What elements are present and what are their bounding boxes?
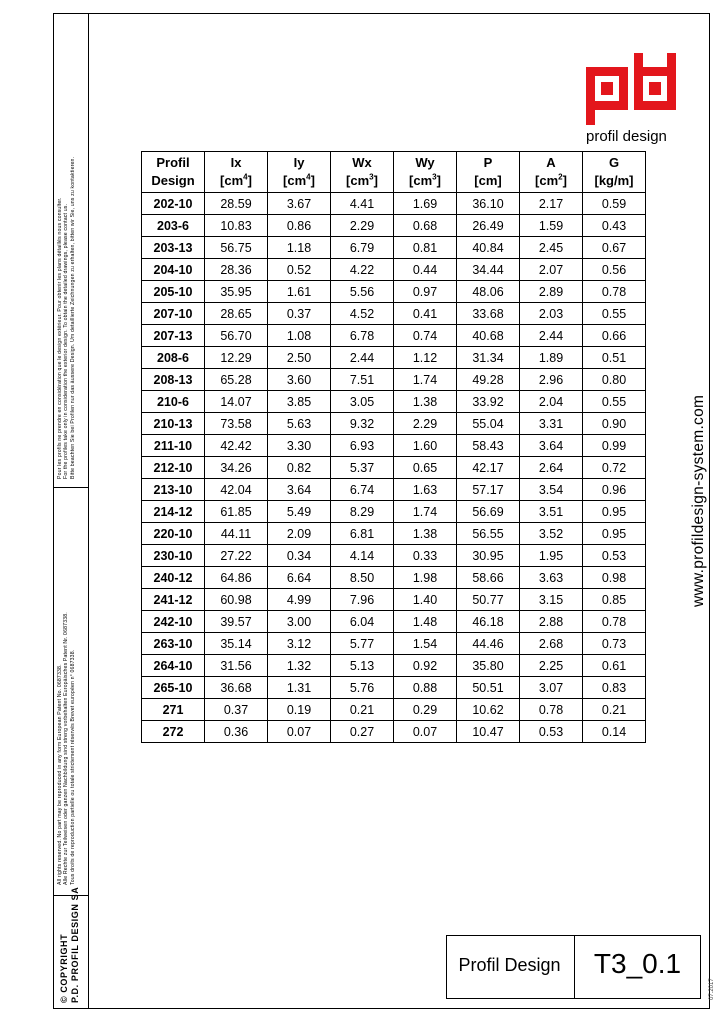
revision-date: 07.2017 [709, 978, 715, 1000]
value-cell: 1.54 [394, 633, 457, 655]
value-cell: 36.10 [457, 193, 520, 215]
value-cell: 58.66 [457, 567, 520, 589]
value-cell: 7.51 [331, 369, 394, 391]
value-cell: 0.37 [205, 699, 268, 721]
value-cell: 0.95 [583, 501, 646, 523]
value-cell: 56.69 [457, 501, 520, 523]
column-header [331, 152, 394, 193]
column-header-unit: [kg/m] [594, 173, 634, 188]
table-row [142, 303, 646, 325]
value-cell: 31.56 [205, 655, 268, 677]
value-cell: 31.34 [457, 347, 520, 369]
value-cell: 4.52 [331, 303, 394, 325]
value-cell: 0.51 [583, 347, 646, 369]
value-cell: 6.79 [331, 237, 394, 259]
value-cell: 14.07 [205, 391, 268, 413]
value-cell: 5.13 [331, 655, 394, 677]
sidebar-divider [53, 487, 89, 488]
value-cell: 35.14 [205, 633, 268, 655]
value-cell: 30.95 [457, 545, 520, 567]
value-cell: 0.21 [583, 699, 646, 721]
patent-notice: All rights reserved. No part may be reproduced in any form European Patent No. 0687338. Alle Rechte zur Teilweisen oder ganzen Nachbildung sind streng vorbehalten Europäisches Patent Nr. 0687338. Tous droits de reproduction partielle ou totale strictement réservés Brevet européen n° 0687338. [57, 612, 76, 885]
logo-wordmark: profil design [586, 128, 667, 145]
value-cell: 2.68 [520, 633, 583, 655]
value-cell: 50.51 [457, 677, 520, 699]
value-cell: 56.55 [457, 523, 520, 545]
value-cell: 2.88 [520, 611, 583, 633]
profile-id-cell: 208-13 [142, 369, 205, 391]
value-cell: 2.44 [331, 347, 394, 369]
column-header-name: Wy [415, 155, 435, 170]
value-cell: 6.93 [331, 435, 394, 457]
value-cell: 42.17 [457, 457, 520, 479]
profile-id-cell: 202-10 [142, 193, 205, 215]
value-cell: 0.41 [394, 303, 457, 325]
value-cell: 0.14 [583, 721, 646, 743]
value-cell: 4.14 [331, 545, 394, 567]
value-cell: 4.22 [331, 259, 394, 281]
profile-id-cell: 263-10 [142, 633, 205, 655]
profile-id-cell: 203-6 [142, 215, 205, 237]
column-header [583, 152, 646, 193]
table-row [142, 721, 646, 743]
value-cell: 2.07 [520, 259, 583, 281]
table-row [142, 281, 646, 303]
value-cell: 3.64 [268, 479, 331, 501]
value-cell: 0.92 [394, 655, 457, 677]
table-row [142, 215, 646, 237]
disclaimer-notice: Pour les profils ne prendre en considération que le design extérieur. Pour obtenir les plans détaillés nous consulter. For the profiles take only in consideration the exterior design. To obtain the detailed drawings, please contact us. Bitte beachten Sie bei Profilen nur das äussere Design. Um detaillierte Zeichnungen zu erhalten, bitten wir Sie, uns zu kontaktieren. [57, 156, 76, 479]
value-cell: 0.78 [520, 699, 583, 721]
value-cell: 3.00 [268, 611, 331, 633]
table-row [142, 413, 646, 435]
value-cell: 12.29 [205, 347, 268, 369]
value-cell: 58.43 [457, 435, 520, 457]
table-row [142, 611, 646, 633]
column-header [142, 152, 205, 193]
value-cell: 6.78 [331, 325, 394, 347]
value-cell: 56.75 [205, 237, 268, 259]
value-cell: 2.03 [520, 303, 583, 325]
value-cell: 1.40 [394, 589, 457, 611]
value-cell: 1.31 [268, 677, 331, 699]
profile-id-cell: 212-10 [142, 457, 205, 479]
value-cell: 0.80 [583, 369, 646, 391]
value-cell: 50.77 [457, 589, 520, 611]
value-cell: 9.32 [331, 413, 394, 435]
column-header [268, 152, 331, 193]
value-cell: 2.96 [520, 369, 583, 391]
profile-id-cell: 210-6 [142, 391, 205, 413]
value-cell: 0.37 [268, 303, 331, 325]
value-cell: 6.81 [331, 523, 394, 545]
value-cell: 2.89 [520, 281, 583, 303]
profile-id-cell: 208-6 [142, 347, 205, 369]
value-cell: 0.83 [583, 677, 646, 699]
value-cell: 0.34 [268, 545, 331, 567]
table-row [142, 655, 646, 677]
value-cell: 44.46 [457, 633, 520, 655]
table-row [142, 369, 646, 391]
column-header [394, 152, 457, 193]
profile-id-cell: 213-10 [142, 479, 205, 501]
profile-id-cell: 210-13 [142, 413, 205, 435]
value-cell: 0.21 [331, 699, 394, 721]
profile-id-cell: 271 [142, 699, 205, 721]
column-header-unit: Design [151, 173, 195, 188]
column-header-unit: $[cm^4]$ [283, 172, 315, 188]
value-cell: 3.30 [268, 435, 331, 457]
value-cell: 1.59 [520, 215, 583, 237]
value-cell: 26.49 [457, 215, 520, 237]
value-cell: 8.50 [331, 567, 394, 589]
value-cell: 10.83 [205, 215, 268, 237]
value-cell: 6.64 [268, 567, 331, 589]
value-cell: 0.07 [268, 721, 331, 743]
value-cell: 3.07 [520, 677, 583, 699]
value-cell: 35.80 [457, 655, 520, 677]
value-cell: 1.48 [394, 611, 457, 633]
column-header [205, 152, 268, 193]
value-cell: 1.08 [268, 325, 331, 347]
value-cell: 2.29 [394, 413, 457, 435]
value-cell: 0.82 [268, 457, 331, 479]
value-cell: 3.31 [520, 413, 583, 435]
value-cell: 0.81 [394, 237, 457, 259]
table-row [142, 457, 646, 479]
value-cell: 5.77 [331, 633, 394, 655]
value-cell: 1.60 [394, 435, 457, 457]
table-row [142, 391, 646, 413]
table-row [142, 501, 646, 523]
value-cell: 0.66 [583, 325, 646, 347]
profile-id-cell: 203-13 [142, 237, 205, 259]
profile-id-cell: 272 [142, 721, 205, 743]
value-cell: 4.99 [268, 589, 331, 611]
column-header-name: Ix [230, 155, 242, 170]
value-cell: 60.98 [205, 589, 268, 611]
value-cell: 44.11 [205, 523, 268, 545]
value-cell: 1.61 [268, 281, 331, 303]
value-cell: 3.63 [520, 567, 583, 589]
profile-id-cell: 207-10 [142, 303, 205, 325]
value-cell: 0.97 [394, 281, 457, 303]
value-cell: 0.90 [583, 413, 646, 435]
value-cell: 0.07 [394, 721, 457, 743]
profile-id-cell: 230-10 [142, 545, 205, 567]
value-cell: 0.27 [331, 721, 394, 743]
profile-id-cell: 241-12 [142, 589, 205, 611]
table-row [142, 545, 646, 567]
value-cell: 1.32 [268, 655, 331, 677]
profile-id-cell: 220-10 [142, 523, 205, 545]
value-cell: 48.06 [457, 281, 520, 303]
profile-properties-table [141, 151, 646, 743]
value-cell: 64.86 [205, 567, 268, 589]
value-cell: 0.65 [394, 457, 457, 479]
column-header-name: P [483, 155, 493, 170]
title-block-name: Profil Design [458, 955, 561, 975]
value-cell: 1.95 [520, 545, 583, 567]
column-header-unit: $[cm^2]$ [535, 172, 567, 188]
value-cell: 4.41 [331, 193, 394, 215]
value-cell: 0.99 [583, 435, 646, 457]
column-header [457, 152, 520, 193]
table-row [142, 523, 646, 545]
value-cell: 3.52 [520, 523, 583, 545]
value-cell: 73.58 [205, 413, 268, 435]
value-cell: 0.61 [583, 655, 646, 677]
value-cell: 0.44 [394, 259, 457, 281]
value-cell: 7.96 [331, 589, 394, 611]
value-cell: 2.44 [520, 325, 583, 347]
table-row [142, 699, 646, 721]
profile-id-cell: 214-12 [142, 501, 205, 523]
value-cell: 8.29 [331, 501, 394, 523]
profile-id-cell: 205-10 [142, 281, 205, 303]
profile-id-cell: 204-10 [142, 259, 205, 281]
value-cell: 40.84 [457, 237, 520, 259]
value-cell: 1.74 [394, 369, 457, 391]
value-cell: 34.44 [457, 259, 520, 281]
value-cell: 0.36 [205, 721, 268, 743]
column-header [520, 152, 583, 193]
column-header-unit: $[cm^3]$ [409, 172, 441, 188]
value-cell: 0.19 [268, 699, 331, 721]
value-cell: 36.68 [205, 677, 268, 699]
value-cell: 1.63 [394, 479, 457, 501]
value-cell: 6.04 [331, 611, 394, 633]
table-row [142, 325, 646, 347]
value-cell: 2.09 [268, 523, 331, 545]
value-cell: 3.05 [331, 391, 394, 413]
value-cell: 1.38 [394, 523, 457, 545]
profile-id-cell: 242-10 [142, 611, 205, 633]
value-cell: 10.62 [457, 699, 520, 721]
table-header-row [142, 152, 646, 193]
profile-id-cell: 240-12 [142, 567, 205, 589]
value-cell: 49.28 [457, 369, 520, 391]
value-cell: 28.59 [205, 193, 268, 215]
value-cell: 33.92 [457, 391, 520, 413]
value-cell: 1.98 [394, 567, 457, 589]
table-row [142, 259, 646, 281]
value-cell: 1.38 [394, 391, 457, 413]
column-header-unit: $[cm^4]$ [220, 172, 252, 188]
value-cell: 0.96 [583, 479, 646, 501]
value-cell: 0.53 [520, 721, 583, 743]
value-cell: 0.68 [394, 215, 457, 237]
value-cell: 3.51 [520, 501, 583, 523]
column-header-unit: [cm] [474, 173, 502, 188]
value-cell: 46.18 [457, 611, 520, 633]
value-cell: 1.69 [394, 193, 457, 215]
table-row [142, 479, 646, 501]
profile-id-cell: 265-10 [142, 677, 205, 699]
column-header-name: G [608, 155, 620, 170]
value-cell: 5.49 [268, 501, 331, 523]
value-cell: 5.76 [331, 677, 394, 699]
value-cell: 1.89 [520, 347, 583, 369]
value-cell: 0.53 [583, 545, 646, 567]
profile-id-cell: 264-10 [142, 655, 205, 677]
value-cell: 57.17 [457, 479, 520, 501]
value-cell: 0.85 [583, 589, 646, 611]
value-cell: 27.22 [205, 545, 268, 567]
table-row [142, 347, 646, 369]
value-cell: 65.28 [205, 369, 268, 391]
value-cell: 0.56 [583, 259, 646, 281]
value-cell: 6.74 [331, 479, 394, 501]
column-header-name: A [546, 155, 556, 170]
value-cell: 0.52 [268, 259, 331, 281]
value-cell: 0.78 [583, 611, 646, 633]
website-url: www.profildesign-system.com [690, 394, 707, 607]
value-cell: 28.65 [205, 303, 268, 325]
column-header-name: Iy [293, 155, 305, 170]
table-row [142, 193, 646, 215]
table-row [142, 237, 646, 259]
value-cell: 0.55 [583, 391, 646, 413]
value-cell: 40.68 [457, 325, 520, 347]
profile-id-cell: 211-10 [142, 435, 205, 457]
value-cell: 0.86 [268, 215, 331, 237]
value-cell: 10.47 [457, 721, 520, 743]
value-cell: 34.26 [205, 457, 268, 479]
sidebar [53, 13, 89, 1009]
table-row [142, 567, 646, 589]
value-cell: 3.15 [520, 589, 583, 611]
value-cell: 3.54 [520, 479, 583, 501]
value-cell: 0.43 [583, 215, 646, 237]
value-cell: 1.12 [394, 347, 457, 369]
value-cell: 3.67 [268, 193, 331, 215]
value-cell: 1.18 [268, 237, 331, 259]
table-row [142, 677, 646, 699]
column-header-name: Wx [352, 155, 372, 170]
value-cell: 42.04 [205, 479, 268, 501]
value-cell: 0.29 [394, 699, 457, 721]
value-cell: 3.12 [268, 633, 331, 655]
value-cell: 2.64 [520, 457, 583, 479]
value-cell: 0.72 [583, 457, 646, 479]
value-cell: 2.45 [520, 237, 583, 259]
table-row [142, 633, 646, 655]
value-cell: 61.85 [205, 501, 268, 523]
value-cell: 0.67 [583, 237, 646, 259]
value-cell: 5.37 [331, 457, 394, 479]
value-cell: 28.36 [205, 259, 268, 281]
column-header-name: Profil [156, 155, 190, 170]
value-cell: 3.64 [520, 435, 583, 457]
copyright-notice: © COPYRIGHT P.D. PROFIL DESIGN SA [59, 886, 80, 1003]
value-cell: 0.78 [583, 281, 646, 303]
value-cell: 3.85 [268, 391, 331, 413]
value-cell: 55.04 [457, 413, 520, 435]
value-cell: 5.56 [331, 281, 394, 303]
value-cell: 0.33 [394, 545, 457, 567]
value-cell: 56.70 [205, 325, 268, 347]
value-cell: 2.25 [520, 655, 583, 677]
table-row [142, 589, 646, 611]
value-cell: 2.50 [268, 347, 331, 369]
value-cell: 2.29 [331, 215, 394, 237]
value-cell: 0.59 [583, 193, 646, 215]
value-cell: 0.98 [583, 567, 646, 589]
value-cell: 2.04 [520, 391, 583, 413]
profile-id-cell: 207-13 [142, 325, 205, 347]
value-cell: 33.68 [457, 303, 520, 325]
value-cell: 35.95 [205, 281, 268, 303]
table-row [142, 435, 646, 457]
value-cell: 0.55 [583, 303, 646, 325]
value-cell: 5.63 [268, 413, 331, 435]
value-cell: 39.57 [205, 611, 268, 633]
value-cell: 0.73 [583, 633, 646, 655]
value-cell: 1.74 [394, 501, 457, 523]
value-cell: 0.88 [394, 677, 457, 699]
value-cell: 3.60 [268, 369, 331, 391]
value-cell: 2.17 [520, 193, 583, 215]
value-cell: 42.42 [205, 435, 268, 457]
value-cell: 0.95 [583, 523, 646, 545]
column-header-unit: $[cm^3]$ [346, 172, 378, 188]
value-cell: 0.74 [394, 325, 457, 347]
drawing-code: T3_0.1 [593, 948, 682, 979]
